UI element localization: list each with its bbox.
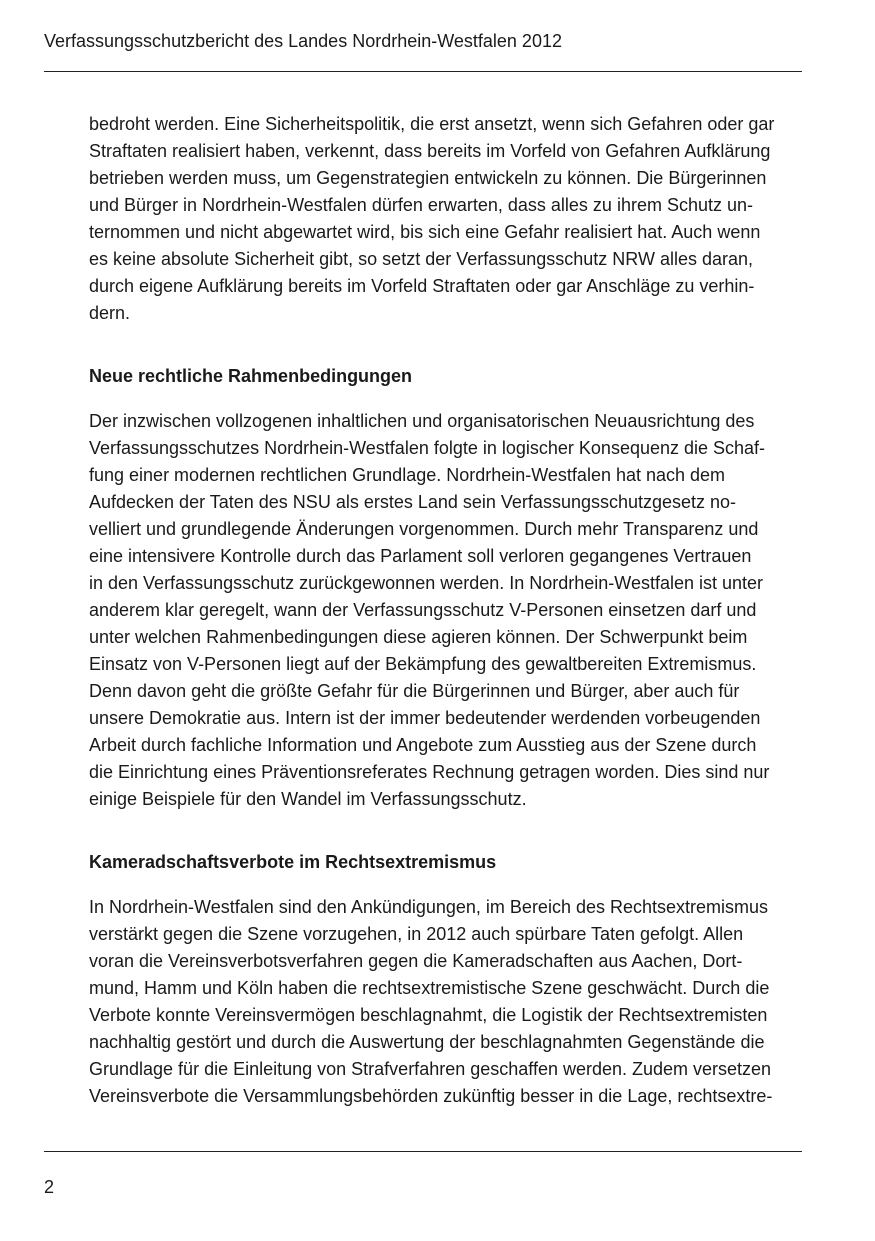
text-line: velliert und grundlegende Änderungen vorgenommen. Durch mehr Transparenz und [89,519,759,539]
text-line: Aufdecken der Taten des NSU als erstes Land sein Verfassungsschutzgesetz no- [89,492,737,512]
text-line: In Nordrhein-Westfalen sind den Ankündigungen, im Bereich des Rechtsextremismus [89,897,769,917]
header-divider [44,71,802,72]
text-line: verstärkt gegen die Szene vorzugehen, in 2012 auch spürbare Taten gefolgt. Allen [89,924,744,944]
text-line: voran die Vereinsverbotsverfahren gegen die Kameradschaften aus Aachen, Dort- [89,951,743,971]
text-line: und Bürger in Nordrhein-Westfalen dürfen erwarten, dass alles zu ihrem Schutz un- [89,195,753,215]
text-line: Arbeit durch fachliche Information und Angebote zum Ausstieg aus der Szene durch [89,735,757,755]
text-line: Straftaten realisiert haben, verkennt, dass bereits im Vorfeld von Gefahren Aufklärung [89,141,771,161]
text-line: fung einer modernen rechtlichen Grundlage. Nordrhein-Westfalen hat nach dem [89,465,726,485]
text-line: Denn davon geht die größte Gefahr für die Bürgerinnen und Bürger, aber auch für [89,681,740,701]
text-line: es keine absolute Sicherheit gibt, so setzt der Verfassungsschutz NRW alles daran, [89,249,754,269]
section-heading-legal-framework: Neue rechtliche Rahmenbedingungen [89,366,413,386]
text-line: in den Verfassungsschutz zurückgewonnen werden. In Nordrhein-Westfalen ist unter [89,573,764,593]
text-line: ternommen und nicht abgewartet wird, bis sich eine Gefahr realisiert hat. Auch wenn [89,222,761,242]
text-line: unsere Demokratie aus. Intern ist der immer bedeutender werdenden vorbeugenden [89,708,761,728]
text-line: Der inzwischen vollzogenen inhaltlichen und organisatorischen Neuausrichtung des [89,411,755,431]
running-header-title: Verfassungsschutzbericht des Landes Nordrhein-Westfalen 2012 [44,31,562,51]
text-line: Verbote konnte Vereinsvermögen beschlagnahmt, die Logistik der Rechtsextremisten [89,1005,768,1025]
text-line: durch eigene Aufklärung bereits im Vorfeld Straftaten oder gar Anschläge zu verhin- [89,276,755,296]
text-line: Verfassungsschutzes Nordrhein-Westfalen folgte in logischer Konsequenz die Schaf- [89,438,766,458]
text-line: nachhaltig gestört und durch die Auswertung der beschlagnahmten Gegenstände die [89,1032,765,1052]
footer-divider [44,1151,802,1152]
text-line: mund, Hamm und Köln haben die rechtsextremistische Szene geschwächt. Durch die [89,978,770,998]
page-number: 2 [44,1177,55,1197]
section-heading-kameradschaftsverbote: Kameradschaftsverbote im Rechtsextremismus [89,852,497,872]
text-line: die Einrichtung eines Präventionsreferates Rechnung getragen worden. Dies sind nur [89,762,770,782]
text-line: anderem klar geregelt, wann der Verfassungsschutz V-Personen einsetzen darf und [89,600,757,620]
text-line: einige Beispiele für den Wandel im Verfassungsschutz. [89,789,527,809]
paragraph-intro [89,111,813,327]
text-line: bedroht werden. Eine Sicherheitspolitik, die erst ansetzt, wenn sich Gefahren oder gar [89,114,775,134]
text-line: Einsatz von V-Personen liegt auf der Bekämpfung des gewaltbereiten Extremismus. [89,654,757,674]
text-line: Vereinsverbote die Versammlungsbehörden zukünftig besser in die Lage, rechtsextre- [89,1086,773,1106]
text-line: Grundlage für die Einleitung von Strafverfahren geschaffen werden. Zudem versetzen [89,1059,772,1079]
text-line: betrieben werden muss, um Gegenstrategien entwickeln zu können. Die Bürgerinnen [89,168,767,188]
paragraph-legal-framework [89,408,813,813]
text-line: eine intensivere Kontrolle durch das Parlament soll verloren gegangenes Vertrauen [89,546,752,566]
paragraph-kameradschaftsverbote [89,894,813,1110]
page-body [89,111,813,1110]
text-line: dern. [89,303,131,323]
text-line: unter welchen Rahmenbedingungen diese agieren können. Der Schwerpunkt beim [89,627,748,647]
